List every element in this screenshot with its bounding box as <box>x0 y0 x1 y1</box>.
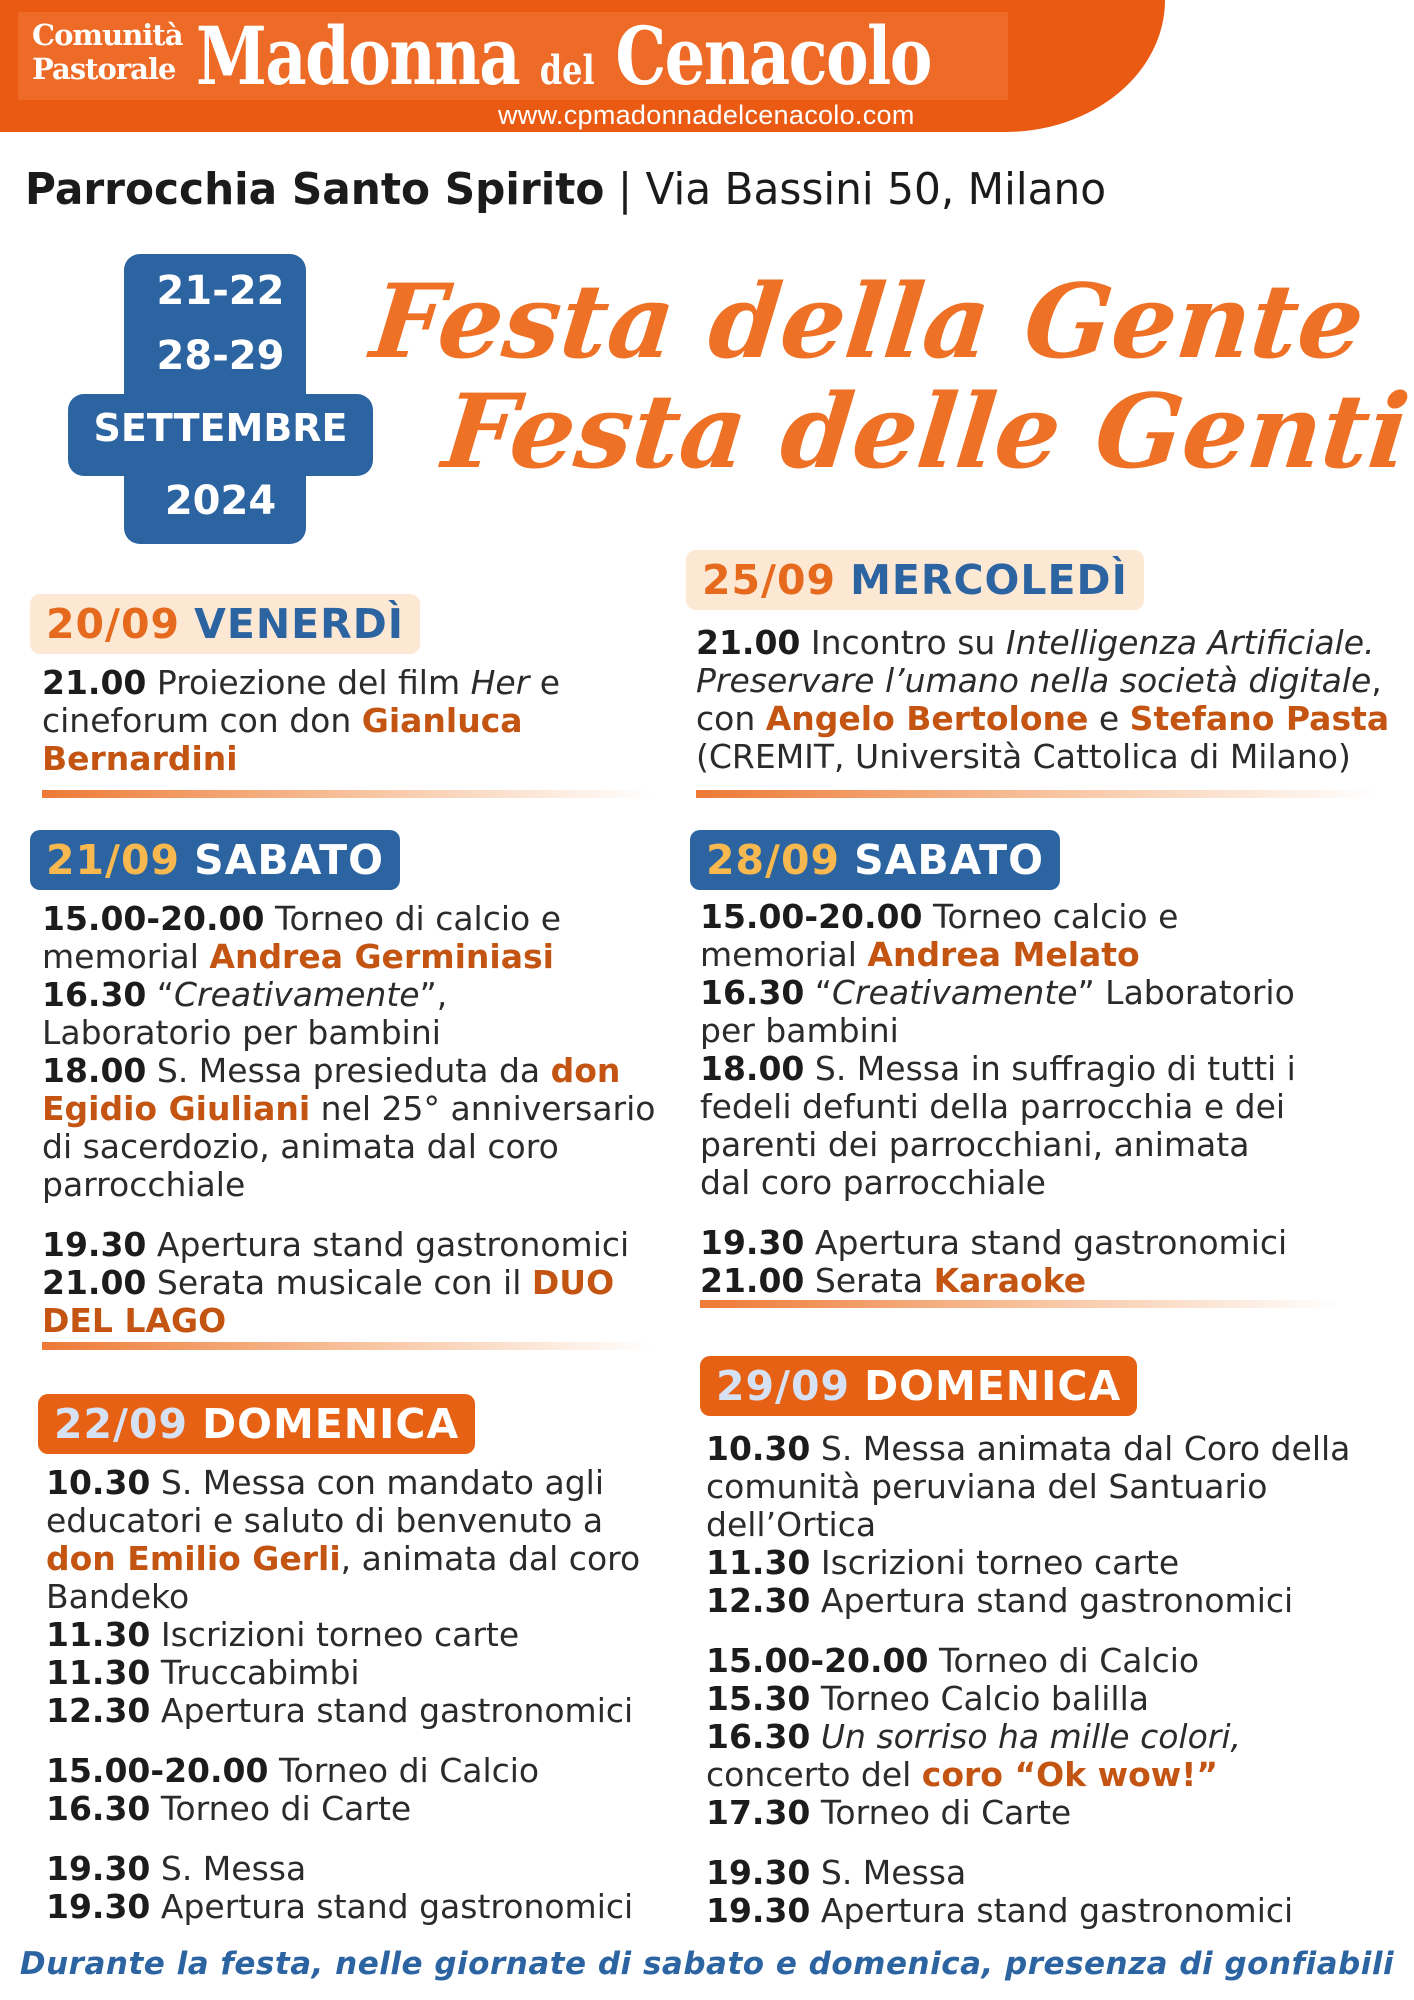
event-time: 16.30 <box>46 1789 151 1828</box>
event-time: 19.30 <box>46 1849 151 1888</box>
event-text: educatori e saluto di benvenuto a <box>46 1501 604 1540</box>
event-text: Iscrizioni torneo carte <box>810 1543 1180 1582</box>
event-text: concerto del <box>706 1755 922 1794</box>
event-topic: Intelligenza Artificiale. <box>1005 623 1375 662</box>
event-time: 19.30 <box>700 1223 805 1262</box>
performer-name: coro “Ok wow!” <box>921 1755 1219 1794</box>
section-divider <box>42 1342 652 1350</box>
section-divider <box>42 790 652 798</box>
day-name: MERCOLEDÌ <box>850 556 1128 604</box>
event-text: dell’Ortica <box>706 1505 877 1544</box>
event-text: dal coro parrocchiale <box>700 1163 1046 1202</box>
event-text: , <box>1371 661 1382 700</box>
speaker-name: Andrea Germiniasi <box>209 937 554 976</box>
day-name: SABATO <box>854 836 1044 884</box>
event-text: Apertura stand gastronomici <box>150 1691 634 1730</box>
event-22-09 <box>46 1464 640 1926</box>
event-time: 21.00 <box>696 623 801 662</box>
event-time: 19.30 <box>706 1853 811 1892</box>
event-time: 11.30 <box>46 1653 151 1692</box>
event-text: Truccabimbi <box>150 1653 360 1692</box>
day-date: 29/09 <box>716 1362 851 1410</box>
logo-line-1: Comunità <box>32 18 183 52</box>
event-text: Torneo di Calcio <box>268 1751 540 1790</box>
date-line-2: 28-29 <box>156 333 285 379</box>
event-time: 19.30 <box>42 1225 147 1264</box>
event-text: Bandeko <box>46 1577 190 1616</box>
speaker-name: Gianluca <box>361 701 523 740</box>
address: Via Bassini 50, Milano <box>645 164 1107 215</box>
event-text: Laboratorio per bambini <box>42 1013 441 1052</box>
speaker-name: Stefano Pasta <box>1129 699 1390 738</box>
date-line-3: SETTEMBRE <box>93 406 348 450</box>
event-text: nel 25° anniversario <box>310 1089 656 1128</box>
day-header-25-09 <box>686 550 1144 610</box>
event-text: S. Messa con mandato agli <box>150 1463 604 1502</box>
event-time: 21.00 <box>42 663 147 702</box>
event-time: 21.00 <box>700 1261 805 1300</box>
date-line-4: 2024 <box>164 478 277 524</box>
day-header-22-09 <box>38 1394 475 1454</box>
event-text: Apertura stand gastronomici <box>810 1891 1294 1930</box>
event-29-09 <box>706 1430 1350 1930</box>
event-time: 15.00-20.00 <box>42 899 265 938</box>
event-topic: Creativamente <box>173 975 420 1014</box>
event-text: S. Messa <box>150 1849 307 1888</box>
event-time: 10.30 <box>706 1429 811 1468</box>
parish-address <box>25 162 1106 218</box>
website-url[interactable]: www.cpmadonnadelcenacolo.com <box>498 100 915 130</box>
event-text: per bambini <box>700 1011 899 1050</box>
event-time: 21.00 <box>42 1263 147 1302</box>
event-time: 10.30 <box>46 1463 151 1502</box>
event-time: 18.00 <box>42 1051 147 1090</box>
day-date: 20/09 <box>46 600 181 648</box>
event-time: 15.00-20.00 <box>46 1751 269 1790</box>
speaker-name: Angelo Bertolone <box>765 699 1089 738</box>
event-text: Apertura stand gastronomici <box>150 1887 634 1926</box>
event-21-09 <box>42 900 655 1340</box>
section-divider <box>700 1300 1340 1308</box>
event-text: Torneo di Carte <box>150 1789 412 1828</box>
logo-title-part-c: Cenacolo <box>594 9 931 103</box>
day-name: DOMENICA <box>864 1362 1122 1410</box>
separator: | <box>604 164 646 215</box>
speaker-name: Andrea Melato <box>867 935 1140 974</box>
day-date: 22/09 <box>54 1400 189 1448</box>
event-time: 12.30 <box>46 1691 151 1730</box>
event-text: memorial <box>700 935 868 974</box>
event-text: Torneo calcio e <box>922 897 1179 936</box>
parish-name: Parrocchia Santo Spirito <box>25 164 605 215</box>
event-text: , animata dal coro <box>340 1539 641 1578</box>
event-time: 15.00-20.00 <box>706 1641 929 1680</box>
day-name: DOMENICA <box>202 1400 460 1448</box>
speaker-name: Egidio Giuliani <box>42 1089 311 1128</box>
event-text: Incontro su <box>800 623 1006 662</box>
event-time: 11.30 <box>706 1543 811 1582</box>
event-text: “ <box>804 973 832 1012</box>
festa-title-line-2: Festa delle Genti <box>437 372 1414 492</box>
event-time: 15.00-20.00 <box>700 897 923 936</box>
day-date: 25/09 <box>702 556 837 604</box>
speaker-name: don <box>550 1051 621 1090</box>
day-date: 28/09 <box>706 836 841 884</box>
event-text: Torneo di Carte <box>810 1793 1072 1832</box>
event-text: Iscrizioni torneo carte <box>150 1615 520 1654</box>
event-text: parenti dei parrocchiani, animata <box>700 1125 1250 1164</box>
event-highlight: Karaoke <box>933 1261 1087 1300</box>
event-text: Serata <box>804 1261 934 1300</box>
performer-name: DUO <box>531 1263 615 1302</box>
event-time: 19.30 <box>46 1887 151 1926</box>
event-time: 15.30 <box>706 1679 811 1718</box>
event-text: Torneo di calcio e <box>264 899 562 938</box>
event-time: 12.30 <box>706 1581 811 1620</box>
event-text: e <box>1088 699 1130 738</box>
day-header-28-09 <box>690 830 1060 890</box>
event-topic: Creativamente <box>831 973 1078 1012</box>
day-date: 21/09 <box>46 836 181 884</box>
day-name: VENERDÌ <box>194 600 405 648</box>
event-text: (CREMIT, Università Cattolica di Milano) <box>696 737 1351 776</box>
event-text: con <box>696 699 766 738</box>
event-text: Torneo Calcio balilla <box>810 1679 1149 1718</box>
event-text: e <box>529 663 561 702</box>
event-text: cineforum con don <box>42 701 362 740</box>
event-text: S. Messa in suffragio di tutti i <box>804 1049 1296 1088</box>
logo-community-label <box>32 18 183 86</box>
festa-title-line-1: Festa della Gente <box>365 262 1370 382</box>
event-topic: Preservare l’umano nella società digitale <box>696 661 1372 700</box>
event-time: 18.00 <box>700 1049 805 1088</box>
event-text: fedeli defunti della parrocchia e dei <box>700 1087 1286 1126</box>
event-text: Apertura stand gastronomici <box>810 1581 1294 1620</box>
logo-line-2: Pastorale <box>32 52 176 86</box>
event-text <box>810 1717 821 1756</box>
event-time: 16.30 <box>42 975 147 1014</box>
event-text: Apertura stand gastronomici <box>146 1225 630 1264</box>
speaker-name: don Emilio Gerli <box>46 1539 341 1578</box>
event-text: S. Messa presieduta da <box>146 1051 551 1090</box>
event-topic: Un sorriso ha mille colori, <box>820 1717 1241 1756</box>
event-text: Serata musicale con il <box>146 1263 532 1302</box>
event-text: comunità peruviana del Santuario <box>706 1467 1268 1506</box>
date-line-1: 21-22 <box>156 268 285 314</box>
event-text: S. Messa <box>810 1853 967 1892</box>
day-header-29-09 <box>700 1356 1137 1416</box>
event-time: 16.30 <box>700 973 805 1012</box>
event-text: Proiezione del film <box>146 663 471 702</box>
film-title: Her <box>470 663 530 702</box>
section-divider <box>696 790 1376 798</box>
event-time: 17.30 <box>706 1793 811 1832</box>
event-time: 11.30 <box>46 1615 151 1654</box>
event-28-09 <box>700 898 1296 1300</box>
event-20-09 <box>42 664 560 778</box>
event-text: memorial <box>42 937 210 976</box>
event-text: S. Messa animata dal Coro della <box>810 1429 1351 1468</box>
event-text: parrocchiale <box>42 1165 246 1204</box>
footer-note: Durante la festa, nelle giornate di sabato e domenica, presenza di gonfiabili <box>19 1946 1395 1982</box>
day-header-20-09 <box>30 594 420 654</box>
performer-name: DEL LAGO <box>42 1301 227 1340</box>
logo-title-part-b: del <box>539 47 595 94</box>
event-text: “ <box>146 975 174 1014</box>
day-header-21-09 <box>30 830 400 890</box>
event-text: Torneo di Calcio <box>928 1641 1200 1680</box>
logo-title-part-a: Madonna <box>196 9 540 103</box>
event-text: di sacerdozio, animata dal coro <box>42 1127 559 1166</box>
event-time: 16.30 <box>706 1717 811 1756</box>
day-name: SABATO <box>194 836 384 884</box>
speaker-name: Bernardini <box>42 739 238 778</box>
event-time: 19.30 <box>706 1891 811 1930</box>
event-25-09 <box>696 624 1389 776</box>
event-text: Apertura stand gastronomici <box>804 1223 1288 1262</box>
event-text: ” Laboratorio <box>1077 973 1295 1012</box>
event-text: ”, <box>419 975 448 1014</box>
